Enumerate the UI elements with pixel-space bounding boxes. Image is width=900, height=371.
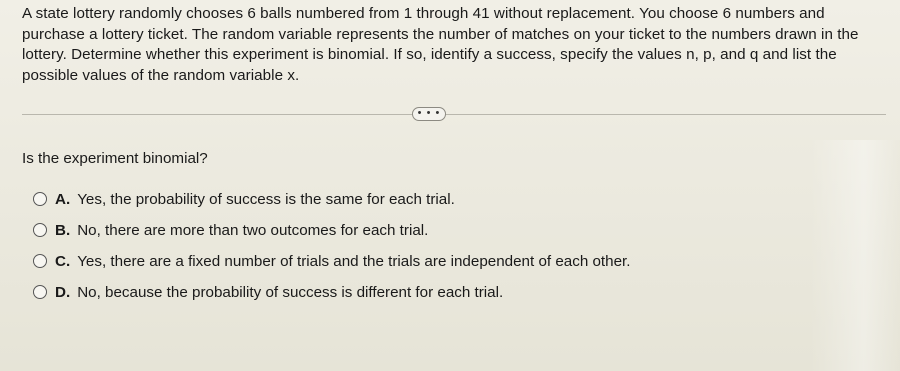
option-letter: B.	[55, 221, 71, 239]
answer-options	[33, 189, 630, 313]
option-text: No, because the probability of success is different for each trial.	[77, 283, 504, 301]
expand-more-button[interactable]: • • •	[412, 107, 446, 121]
radio-button-icon[interactable]	[33, 192, 47, 206]
screen-glare	[810, 140, 900, 371]
option-letter: D.	[55, 283, 71, 301]
option-text: No, there are more than two outcomes for each trial.	[77, 221, 429, 239]
option-d[interactable]	[33, 282, 630, 302]
option-text: Yes, the probability of success is the same for each trial.	[77, 190, 455, 208]
option-letter: A.	[55, 190, 71, 208]
radio-button-icon[interactable]	[33, 285, 47, 299]
sub-question-prompt: Is the experiment binomial?	[22, 150, 208, 167]
option-b[interactable]	[33, 220, 630, 240]
radio-button-icon[interactable]	[33, 223, 47, 237]
section-divider	[22, 114, 886, 115]
option-c[interactable]	[33, 251, 630, 271]
option-letter: C.	[55, 252, 71, 270]
radio-button-icon[interactable]	[33, 254, 47, 268]
option-a[interactable]	[33, 189, 630, 209]
question-text: A state lottery randomly chooses 6 balls numbered from 1 through 41 without replacement. You choose 6 numbers and purchase a lottery ticket. The random variable represents the number of matches on your ticket to the numbers drawn in the lottery. Determine whether this experiment is binomial. If so, identify a success, specify the values n, p, and q and list the possible values of the random variable x.	[22, 5, 859, 84]
option-text: Yes, there are a fixed number of trials and the trials are independent of each other.	[77, 252, 631, 270]
